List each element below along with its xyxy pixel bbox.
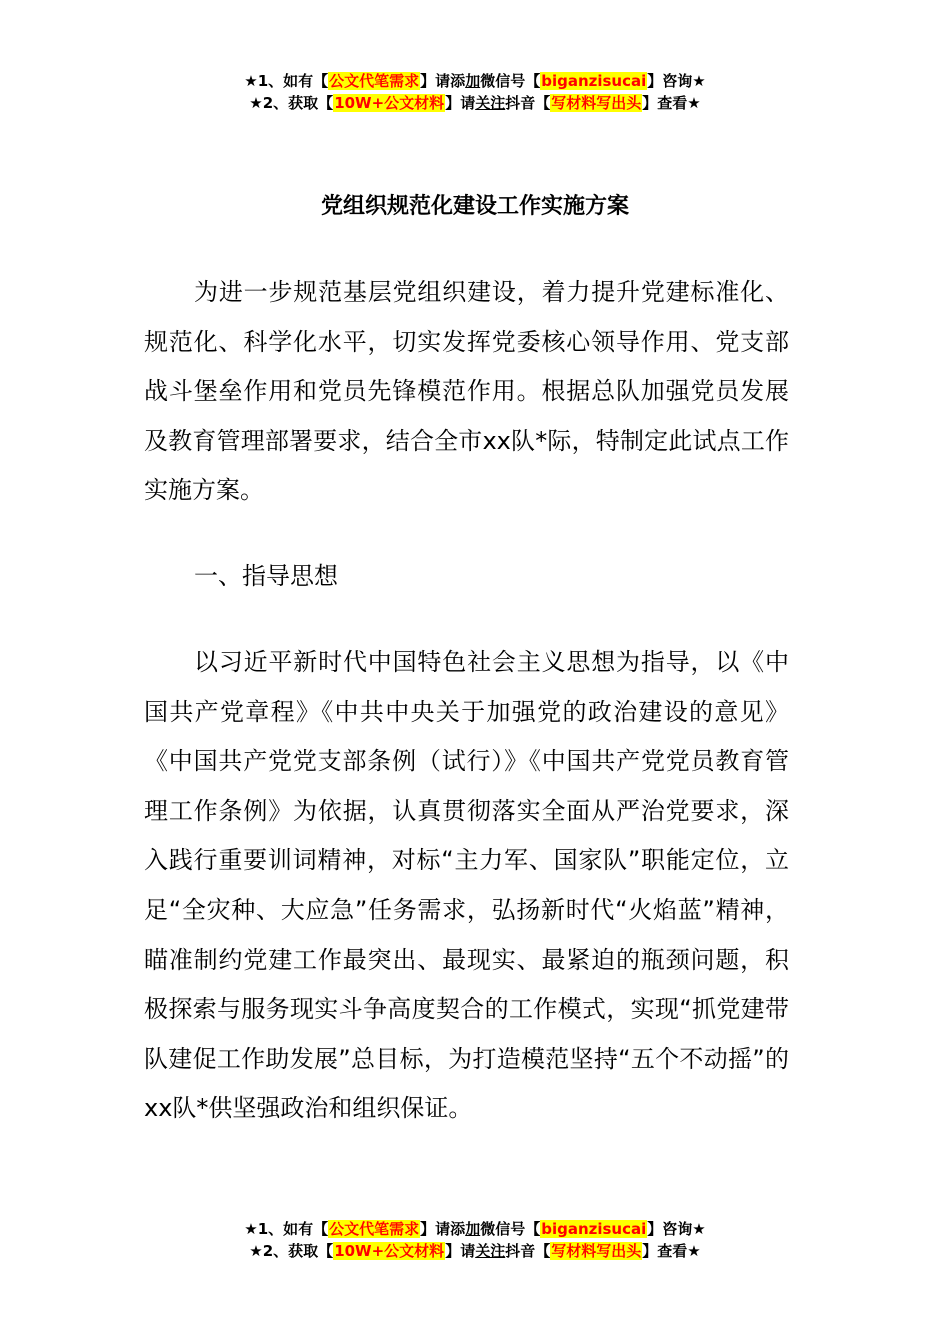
promo-highlight: 公文代笔需求 bbox=[329, 1220, 420, 1238]
promo-line-2 bbox=[0, 1240, 950, 1262]
promo-text-underlined: 关注 bbox=[475, 94, 506, 112]
promo-text: 】请 bbox=[445, 94, 476, 112]
section-paragraph: 以习近平新时代中国特色社会主义思想为指导，以《中国共产党章程》《中共中央关于加强党的政治建设的意见》《中国共产党党支部条例（试行）》《中国共产党党员教育管理工作条例》为依据，认真贯彻落实全面从严治党要求，深入践行重要训词精神，对标“主力军、国家队”职能定位，立足“全灾种、大应急”任务需求，弘扬新时代“火焰蓝”精神，瞄准制约党建工作最突出、最现实、最紧迫的瓶颈问题，积极探索与服务现实斗争高度契合的工作模式，实现“抓党建带队建促工作助发展”总目标，为打造模范坚持“五个不动摇”的xx队*供坚强政治和组织保证。 bbox=[144, 648, 789, 1123]
promo-text: 】咨询★ bbox=[647, 1220, 706, 1238]
promo-text: 】请 bbox=[445, 1242, 476, 1260]
promo-text: ★1、如有【 bbox=[244, 1220, 329, 1238]
promo-douyin-account: 写材料写出头 bbox=[551, 1242, 642, 1260]
promo-text: 】咨询★ bbox=[647, 72, 706, 90]
promo-banner-bottom bbox=[0, 1218, 950, 1262]
promo-banner-top bbox=[0, 70, 950, 114]
promo-text: 】请添 bbox=[420, 1220, 466, 1238]
promo-highlight: 10W+公文材料 bbox=[334, 94, 445, 112]
promo-text: 抖音【 bbox=[505, 94, 551, 112]
document-title: 党组织规范化建设工作实施方案 bbox=[320, 194, 629, 219]
promo-text-underlined: 关注 bbox=[475, 1242, 506, 1260]
promo-text: 】查看★ bbox=[642, 94, 701, 112]
promo-wechat-id: biganzisucai bbox=[541, 1220, 647, 1238]
promo-text: ★1、如有【 bbox=[244, 72, 329, 90]
promo-text: 抖音【 bbox=[505, 1242, 551, 1260]
promo-line-1 bbox=[0, 70, 950, 92]
promo-line-2 bbox=[0, 92, 950, 114]
promo-text: 】请添 bbox=[420, 72, 466, 90]
promo-text: 微信号【 bbox=[480, 1220, 541, 1238]
promo-text: 】查看★ bbox=[642, 1242, 701, 1260]
promo-text: 微信号【 bbox=[480, 72, 541, 90]
promo-douyin-account: 写材料写出头 bbox=[551, 94, 642, 112]
promo-text: ★2、获取【 bbox=[249, 1242, 334, 1260]
promo-line-1 bbox=[0, 1218, 950, 1240]
promo-text-underlined: 加 bbox=[465, 72, 481, 90]
promo-wechat-id: biganzisucai bbox=[541, 72, 647, 90]
promo-highlight: 公文代笔需求 bbox=[329, 72, 420, 90]
promo-highlight: 10W+公文材料 bbox=[334, 1242, 445, 1260]
intro-paragraph: 为进一步规范基层党组织建设，着力提升党建标准化、规范化、科学化水平，切实发挥党委核心领导作用、党支部战斗堡垒作用和党员先锋模范作用。根据总队加强党员发展及教育管理部署要求，结合全市xx队*际，特制定此试点工作实施方案。 bbox=[144, 278, 789, 505]
section-heading: 一、指导思想 bbox=[194, 562, 338, 590]
promo-text: ★2、获取【 bbox=[249, 94, 334, 112]
promo-text-underlined: 加 bbox=[465, 1220, 481, 1238]
